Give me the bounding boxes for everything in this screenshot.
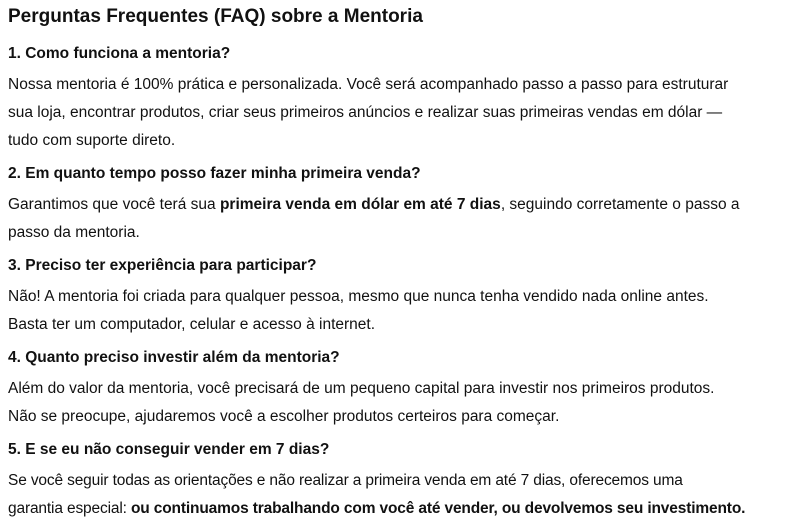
answer-line: Se você seguir todas as orientações e não realizar a primeira venda em até 7 dias, oferecemos uma <box>8 472 683 489</box>
answer-line: tudo com suporte direto. <box>8 132 176 149</box>
answer-emphasis: ou continuamos trabalhando com você até vender, ou devolvemos seu investimento. <box>130 500 746 517</box>
answer-emphasis: primeira venda em dólar em até 7 dias <box>219 196 501 213</box>
answer-line: sua loja, encontrar produtos, criar seus primeiros anúncios e realizar suas primeiras vendas em dólar — <box>8 104 723 121</box>
faq-item-4 <box>8 348 783 431</box>
faq-answer <box>8 375 783 431</box>
answer-line: Não se preocupe, ajudaremos você a escolher produtos certeiros para começar. <box>8 408 560 425</box>
answer-line: Nossa mentoria é 100% prática e personalizada. Você será acompanhado passo a passo para estruturar <box>8 76 729 93</box>
answer-text: Garantimos que você terá sua <box>8 196 220 213</box>
faq-question: 5. E se eu não conseguir vender em 7 dias? <box>8 441 330 458</box>
faq-answer <box>8 191 783 247</box>
faq-answer <box>8 283 783 339</box>
answer-text: garantia especial: <box>8 500 131 517</box>
answer-line: passo da mentoria. <box>8 224 140 241</box>
faq-item-1 <box>8 44 783 155</box>
faq-answer <box>8 467 783 523</box>
faq-question: 3. Preciso ter experiência para participar? <box>8 257 317 274</box>
faq-question: 1. Como funciona a mentoria? <box>8 45 231 62</box>
answer-line: Basta ter um computador, celular e acesso à internet. <box>8 316 376 333</box>
faq-item-2 <box>8 164 783 247</box>
answer-line: Além do valor da mentoria, você precisará de um pequeno capital para investir nos primeiros produtos. <box>8 380 715 397</box>
answer-line: Não! A mentoria foi criada para qualquer pessoa, mesmo que nunca tenha vendido nada online antes. <box>8 288 709 305</box>
answer-text: , seguindo corretamente o passo a <box>500 196 740 213</box>
faq-item-5 <box>8 440 783 523</box>
faq-question: 2. Em quanto tempo posso fazer minha primeira venda? <box>8 165 421 182</box>
faq-question: 4. Quanto preciso investir além da mentoria? <box>8 349 340 366</box>
faq-item-3 <box>8 256 783 339</box>
page-title: Perguntas Frequentes (FAQ) sobre a Mentoria <box>8 6 423 27</box>
faq-answer <box>8 71 783 155</box>
